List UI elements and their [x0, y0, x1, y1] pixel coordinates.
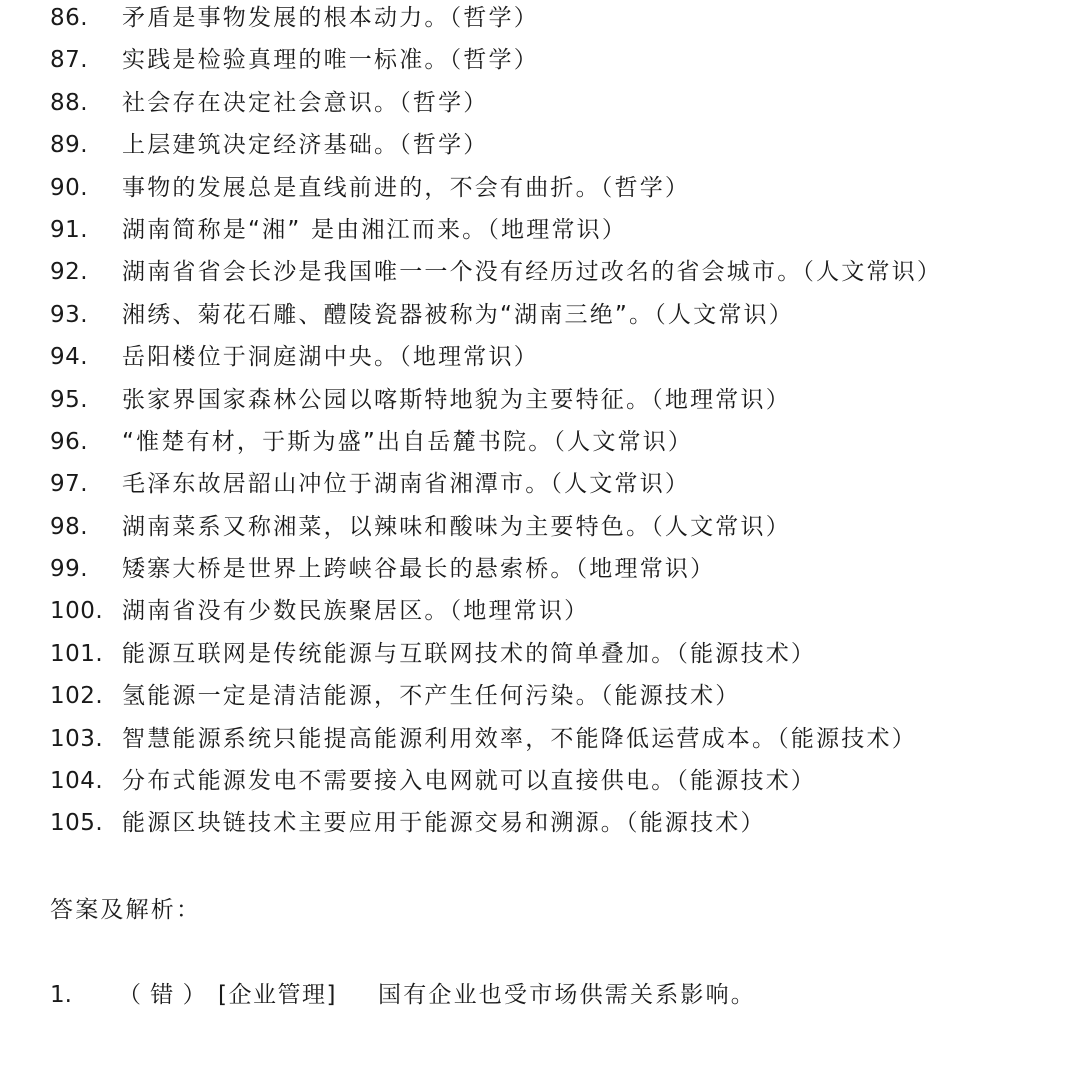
question-text: 矛盾是事物发展的根本动力。（哲学）: [122, 5, 539, 31]
question-text: 分布式能源发电不需要接入电网就可以直接供电。（能源技术）: [122, 768, 817, 795]
answer-category: [企业管理]: [218, 982, 337, 1008]
question-number: 102.: [50, 683, 104, 710]
question-number: 98.: [50, 513, 89, 540]
question-text: 湘绣、菊花石雕、醴陵瓷器被称为“湖南三绝”。（人文常识）: [122, 301, 794, 328]
question-text: “惟楚有材，于斯为盛”出自岳麓书院。（人文常识）: [122, 428, 694, 455]
question-text: 上层建筑决定经济基础。（哲学）: [122, 132, 489, 159]
question-item: [0, 463, 1080, 505]
question-text: 湖南简称是“湘” 是由湘江而来。（地理常识）: [122, 216, 628, 243]
answers-heading: 答案及解析：: [50, 897, 202, 923]
question-number: 86.: [50, 5, 89, 31]
question-item: [0, 718, 1080, 760]
answer-number: 1.: [50, 982, 72, 1008]
question-item: [0, 294, 1080, 336]
question-number: 103.: [50, 725, 104, 752]
question-text: 氢能源一定是清洁能源，不产生任何污染。（能源技术）: [122, 683, 741, 710]
question-number: 96.: [50, 428, 89, 455]
question-number: 93.: [50, 301, 89, 328]
question-text: 事物的发展总是直线前进的，不会有曲折。（哲学）: [122, 174, 691, 201]
question-text: 能源互联网是传统能源与互联网技术的简单叠加。（能源技术）: [122, 640, 817, 667]
question-number: 94.: [50, 344, 89, 371]
question-number: 91.: [50, 216, 89, 243]
question-item: [0, 421, 1080, 463]
question-number: 97.: [50, 471, 89, 498]
question-number: 101.: [50, 640, 104, 667]
question-number: 100.: [50, 598, 104, 625]
question-text: 毛泽东故居韶山冲位于湖南省湘潭市。（人文常识）: [122, 471, 691, 498]
answer-verdict: （ 错 ）: [118, 982, 207, 1008]
question-item: [0, 336, 1080, 378]
question-item: [0, 124, 1080, 166]
question-item: [0, 82, 1080, 124]
question-item: [0, 0, 1080, 39]
question-item: [0, 760, 1080, 802]
question-item: [0, 675, 1080, 717]
question-number: 90.: [50, 174, 89, 201]
question-text: 智慧能源系统只能提高能源利用效率，不能降低运营成本。（能源技术）: [122, 725, 917, 752]
question-item: [0, 167, 1080, 209]
question-text: 实践是检验真理的唯一标准。（哲学）: [122, 47, 539, 74]
question-number: 89.: [50, 132, 89, 159]
question-text: 张家界国家森林公园以喀斯特地貌为主要特征。（地理常识）: [122, 386, 791, 413]
answer-explanation: 国有企业也受市场供需关系影响。: [378, 982, 756, 1008]
question-text: 矮寨大桥是世界上跨峡谷最长的悬索桥。（地理常识）: [122, 556, 716, 583]
question-number: 87.: [50, 47, 89, 74]
question-text: 社会存在决定社会意识。（哲学）: [122, 89, 489, 116]
question-item: [0, 590, 1080, 632]
question-item: [0, 802, 1080, 844]
question-text: 能源区块链技术主要应用于能源交易和溯源。（能源技术）: [122, 810, 766, 837]
question-number: 104.: [50, 768, 104, 795]
question-number: 105.: [50, 810, 104, 837]
question-item: [0, 379, 1080, 421]
question-item: [0, 506, 1080, 548]
question-item: [0, 251, 1080, 293]
question-text: 湖南省没有少数民族聚居区。（地理常识）: [122, 598, 590, 625]
question-number: 92.: [50, 259, 89, 286]
question-number: 88.: [50, 89, 89, 116]
question-number: 95.: [50, 386, 89, 413]
question-text: 湖南菜系又称湘菜，以辣味和酸味为主要特色。（人文常识）: [122, 513, 791, 540]
question-text: 湖南省省会长沙是我国唯一一个没有经历过改名的省会城市。（人文常识）: [122, 259, 943, 286]
question-item: [0, 633, 1080, 675]
answer-item: [0, 975, 1080, 1015]
question-number: 99.: [50, 556, 89, 583]
question-item: [0, 39, 1080, 81]
question-item: [0, 548, 1080, 590]
question-text: 岳阳楼位于洞庭湖中央。（地理常识）: [122, 344, 539, 371]
question-item: [0, 209, 1080, 251]
